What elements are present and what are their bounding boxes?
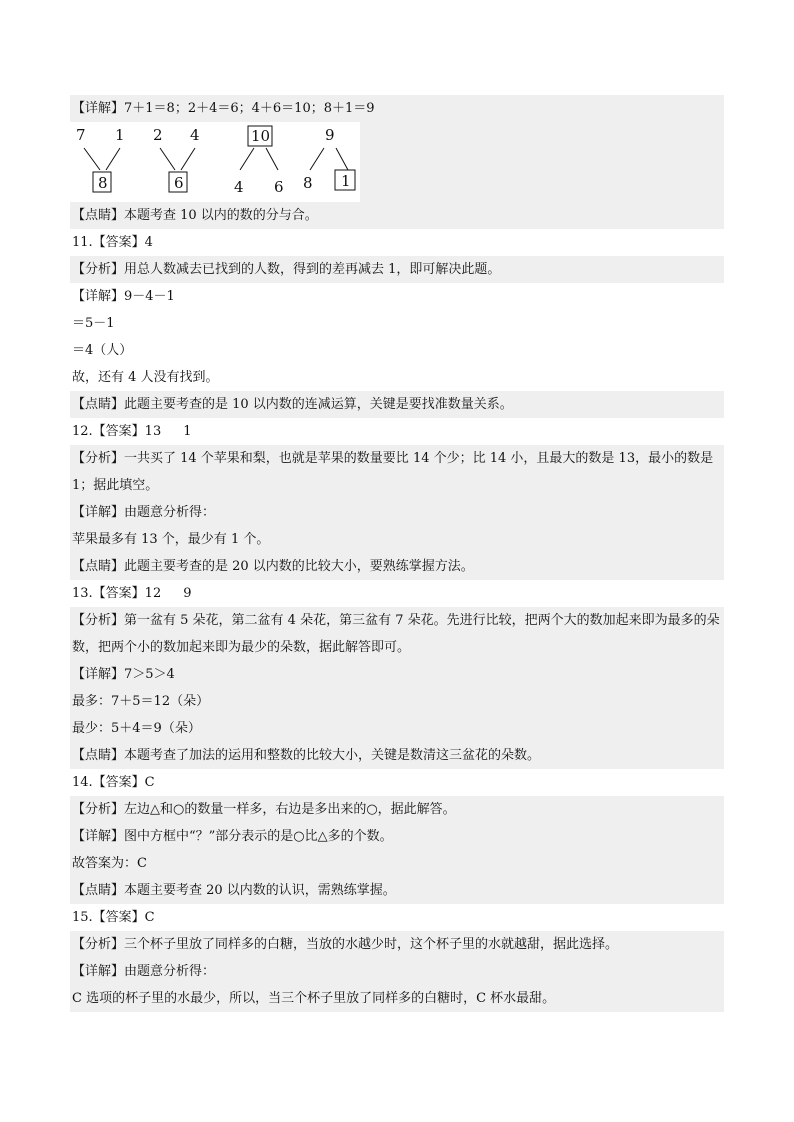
g3-bottom-left: 4 bbox=[234, 178, 244, 196]
g3-right-stroke bbox=[266, 148, 278, 170]
decomposition-diagram-row bbox=[70, 122, 724, 202]
g4-top: 9 bbox=[325, 126, 335, 144]
answer-12-first: 12.【答案】13 bbox=[72, 424, 162, 439]
g2-top-right: 4 bbox=[190, 126, 200, 144]
answer-12-second: 1 bbox=[183, 424, 192, 439]
g1-top-left: 7 bbox=[76, 126, 86, 144]
g2-left-stroke bbox=[160, 148, 175, 170]
calc-line: 最多：7＋5＝12（朵） bbox=[70, 688, 724, 715]
detail-line: 【详解】由题意分析得： bbox=[70, 499, 724, 526]
answer-page bbox=[70, 95, 724, 1012]
g2-bottom: 6 bbox=[174, 174, 184, 192]
detail-line: 【详解】7＞5＞4 bbox=[70, 661, 724, 688]
g2-top-left: 2 bbox=[153, 126, 163, 144]
answer-13 bbox=[70, 580, 724, 607]
answer-11: 11.【答案】4 bbox=[72, 235, 153, 250]
remark-line: 【点睛】此题主要考查的是 20 以内数的比较大小，要熟练掌握方法。 bbox=[70, 553, 724, 580]
decomposition-diagram bbox=[70, 122, 360, 202]
g2-right-stroke bbox=[181, 148, 195, 170]
answer-13-second: 9 bbox=[183, 586, 192, 601]
detail-line: 【详解】由题意分析得： bbox=[70, 958, 724, 985]
conclusion-line: 故答案为：C bbox=[70, 850, 724, 877]
detail-text: C 选项的杯子里的水最少，所以，当三个杯子里放了同样多的白糖时，C 杯水最甜。 bbox=[70, 985, 724, 1012]
g3-bottom-right: 6 bbox=[274, 178, 284, 196]
g1-top-right: 1 bbox=[115, 126, 125, 144]
calc-line: ＝5－1 bbox=[72, 316, 115, 331]
answer-13-first: 13.【答案】12 bbox=[72, 586, 162, 601]
g3-top: 10 bbox=[251, 127, 271, 145]
g1-right-stroke bbox=[106, 148, 120, 170]
answer-15: 15.【答案】C bbox=[72, 910, 155, 925]
analysis-line: 【分析】三个杯子里放了同样多的白糖，当放的水越少时，这个杯子里的水就越甜，据此选择。 bbox=[70, 931, 724, 958]
calc-line: ＝4（人） bbox=[72, 343, 133, 358]
answer-12 bbox=[70, 418, 724, 445]
g4-right-stroke bbox=[336, 148, 348, 170]
g1-left-stroke bbox=[84, 148, 100, 170]
detail-line: 【详解】图中方框中“？”部分表示的是○比△多的个数。 bbox=[70, 823, 724, 850]
remark-line: 【点睛】此题主要考查的是 10 以内数的连减运算，关键是要找准数量关系。 bbox=[70, 391, 724, 418]
conclusion-line: 故，还有 4 人没有找到。 bbox=[72, 370, 219, 385]
remark-line: 【点睛】本题主要考查 20 以内数的认识，需熟练掌握。 bbox=[70, 877, 724, 904]
g1-bottom: 8 bbox=[98, 174, 108, 192]
analysis-line: 【分析】第一盆有 5 朵花，第二盆有 4 朵花，第三盆有 7 朵花。先进行比较，把两个大的数加起来即为最多的朵数，把两个小的数加起来即为最少的朵数，据此解答即可。 bbox=[70, 607, 724, 661]
analysis-line: 【分析】用总人数减去已找到的人数，得到的差再减去 1，即可解决此题。 bbox=[70, 256, 724, 283]
g4-bottom-left: 8 bbox=[303, 174, 313, 192]
remark-line: 【点睛】本题考查了加法的运用和整数的比较大小，关键是数清这三盆花的朵数。 bbox=[70, 742, 724, 769]
detail-line: 【详解】9－4－1 bbox=[72, 289, 175, 304]
analysis-line: 【分析】一共买了 14 个苹果和梨，也就是苹果的数量要比 14 个少；比 14 小，且最大的数是 13，最小的数是 1；据此填空。 bbox=[70, 445, 724, 499]
detail-text: 苹果最多有 13 个，最少有 1 个。 bbox=[70, 526, 724, 553]
calc-line: 最少：5＋4＝9（朵） bbox=[70, 715, 724, 742]
g4-bottom-right: 1 bbox=[341, 172, 351, 190]
analysis-line: 【分析】左边△和○的数量一样多，右边是多出来的○，据此解答。 bbox=[70, 796, 724, 823]
detail-line: 【详解】7＋1＝8；2＋4＝6；4＋6＝10；8＋1＝9 bbox=[70, 95, 724, 122]
g3-left-stroke bbox=[240, 148, 254, 170]
g4-left-stroke bbox=[310, 148, 324, 170]
answer-14: 14.【答案】C bbox=[72, 775, 155, 790]
remark-line: 【点睛】本题考查 10 以内的数的分与合。 bbox=[70, 202, 724, 229]
